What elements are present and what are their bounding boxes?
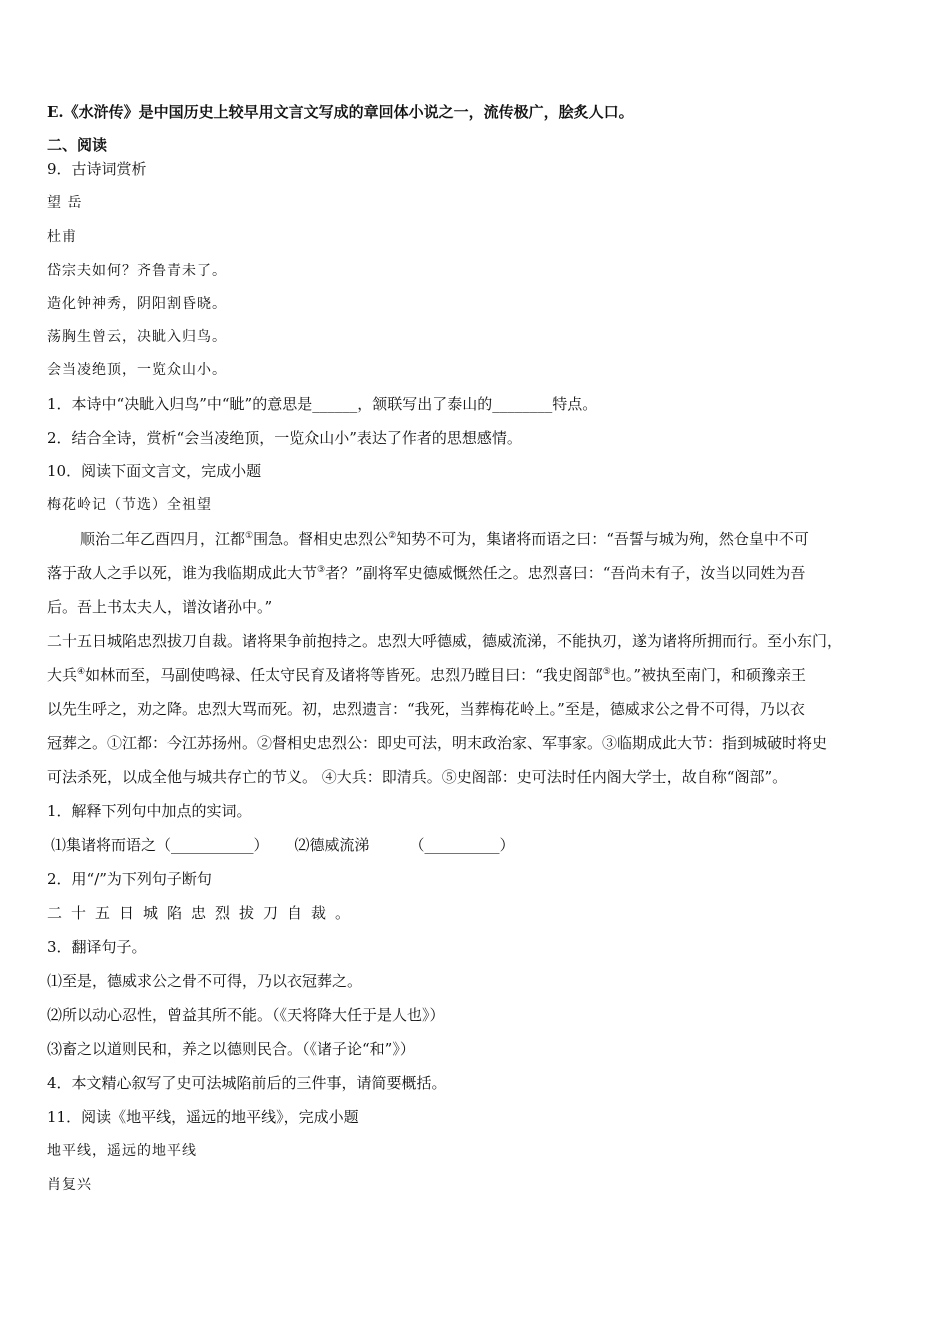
article-title: 地平线，遥远的地平线 xyxy=(47,1143,197,1159)
q10-subquestion-1: 1．解释下列句中加点的实词。 xyxy=(47,802,252,820)
word-item-2-blank: （__________） xyxy=(409,836,515,854)
word-item-1: ⑴集诸将而语之（___________） xyxy=(51,836,269,854)
poem-line-3: 荡胸生曾云，决眦入归鸟。 xyxy=(47,329,227,345)
q10-subquestion-4: 4．本文精心叙写了史可法城陷前后的三件事，请简要概括。 xyxy=(47,1074,447,1092)
passage-line-1: 顺治二年乙酉四月，江都①围急。督相史忠烈公②知势不可为，集诸将而语之曰：“吾誓与城为殉，然仓皇中不可 xyxy=(80,530,809,548)
passage-line-4: 二十五日城陷忠烈拔刀自裁。诸将果争前抱持之。忠烈大呼德威，德威流涕，不能执刃，遂为诸将所拥而行。至小东门， xyxy=(47,632,843,650)
poem-line-1: 岱宗夫如何？齐鲁青未了。 xyxy=(47,263,227,279)
passage-line-3: 后。吾上书太夫人，谱汝诸孙中。” xyxy=(47,598,273,616)
question-11-title: 11．阅读《地平线，遥远的地平线》，完成小题 xyxy=(47,1108,359,1126)
poem-author: 杜甫 xyxy=(47,229,77,245)
question-9-title: 9．古诗词赏析 xyxy=(47,160,147,178)
poem-line-2: 造化钟神秀，阴阳割昏晓。 xyxy=(47,296,227,312)
sentence-to-punctuate: 二十五日城陷忠烈拔刀自裁。 xyxy=(47,904,360,922)
word-item-2: ⑵德威流涕 xyxy=(294,836,370,854)
q10-subquestion-2: 2．用“/”为下列句子断句 xyxy=(47,870,212,888)
translate-item-2: ⑵所以动心忍性，曾益其所不能。（《天将降大任于是人也》） xyxy=(47,1006,445,1024)
q9-subquestion-1: 1．本诗中“决眦入归鸟”中“眦”的意思是______，颔联写出了泰山的________特点。 xyxy=(47,395,598,413)
passage-notes-2: 可法杀死，以成全他与城共存亡的节义。 ④大兵：即清兵。⑤史阁部：史可法时任内阁大学士，故自称“阁部”。 xyxy=(47,768,788,786)
q10-sub1-items xyxy=(51,835,515,855)
translate-item-1: ⑴至是，德威求公之骨不可得，乃以衣冠葬之。 xyxy=(47,972,363,990)
passage-title: 梅花岭记（节选）全祖望 xyxy=(47,497,212,513)
passage-line-6: 以先生呼之，劝之降。忠烈大骂而死。初，忠烈遗言：“我死，当葬梅花岭上。”至是，德威求公之骨不可得，乃以衣 xyxy=(47,700,805,718)
translate-item-3: ⑶畜之以道则民和，养之以德则民合。（《诸子论“和”》） xyxy=(47,1040,415,1058)
passage-line-2: 落于敌人之手以死，谁为我临期成此大节③者？”副将军史德威慨然任之。忠烈喜曰：“吾尚未有子，汝当以同姓为吾 xyxy=(47,564,806,582)
option-e-line: E.《水浒传》是中国历史上较早用文言文写成的章回体小说之一，流传极广，脍炙人口。 xyxy=(47,103,634,121)
question-10-title: 10．阅读下面文言文，完成小题 xyxy=(47,462,262,480)
passage-line-5: 大兵④如林而至，马副使鸣禄、任太守民育及诸将等皆死。忠烈乃瞠目曰：“我史阁部⑤也。”被执至南门，和硕豫亲王 xyxy=(47,666,807,684)
poem-line-4: 会当凌绝顶，一览众山小。 xyxy=(47,362,227,378)
q10-subquestion-3: 3．翻译句子。 xyxy=(47,938,147,956)
section-heading-reading: 二、阅读 xyxy=(47,136,108,154)
passage-notes-1: 冠葬之。①江都：今江苏扬州。②督相史忠烈公：即史可法，明末政治家、军事家。③临期成此大节：指到城破时将史 xyxy=(47,734,828,752)
q9-subquestion-2: 2．结合全诗，赏析“会当凌绝顶，一览众山小”表达了作者的思想感情。 xyxy=(47,429,522,447)
article-author: 肖复兴 xyxy=(47,1177,92,1193)
poem-title: 望 岳 xyxy=(47,195,83,211)
